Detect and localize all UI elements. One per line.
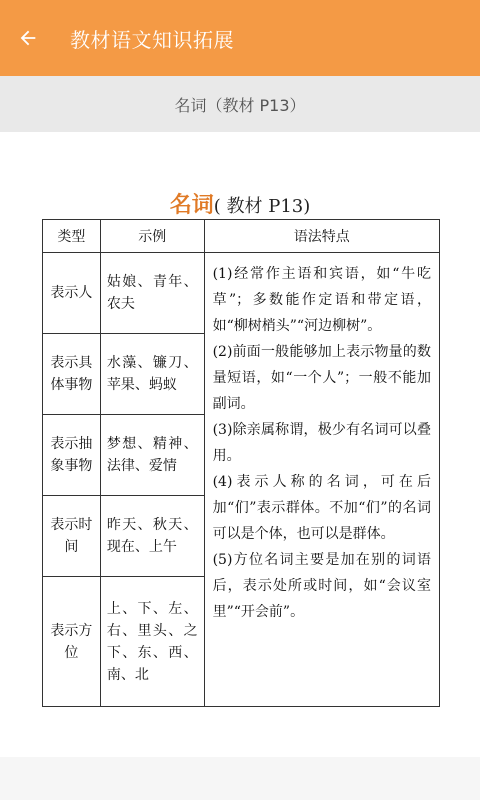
back-button[interactable] bbox=[0, 0, 56, 76]
type-cell: 表示方位 bbox=[43, 577, 101, 707]
type-cell: 表示抽象事物 bbox=[43, 415, 101, 496]
feature-item: (1)经常作主语和宾语，如“牛吃草”；多数能作定语和带定语，如“柳树梢头”“河边柳树”。 bbox=[212, 266, 431, 334]
section-subheader: 名词（教材 P13） bbox=[0, 76, 480, 132]
type-cell: 表示具体事物 bbox=[43, 334, 101, 415]
bottom-strip bbox=[0, 757, 480, 800]
feature-item: (3)除亲属称谓，极少有名词可以叠用。 bbox=[212, 422, 431, 464]
document-title bbox=[0, 188, 480, 219]
type-cell: 表示人 bbox=[43, 253, 101, 334]
grammar-table bbox=[42, 219, 440, 707]
app-bar bbox=[0, 0, 480, 76]
feature-item: (4)表示人称的名词，可在后加“们”表示群体。不加“们”的名词可以是个体，也可以是群体。 bbox=[212, 474, 431, 542]
example-cell: 上、下、左、右、里头、之下、东、西、南、北 bbox=[100, 577, 204, 707]
example-cell: 姑娘、青年、农夫 bbox=[100, 253, 204, 334]
header-type: 类型 bbox=[43, 220, 101, 253]
feature-item: (2)前面一般能够加上表示物量的数量短语，如“一个人”；一般不能加副词。 bbox=[212, 344, 431, 412]
table-row bbox=[43, 253, 440, 334]
page-title: 教材语文知识拓展 bbox=[70, 27, 234, 52]
document-title-sub: ( 教材 P13) bbox=[213, 196, 311, 217]
feature-item: (5)方位名词主要是加在别的词语后，表示处所或时间，如“会议室里”“开会前”。 bbox=[212, 552, 431, 620]
example-cell: 梦想、精神、法律、爱情 bbox=[100, 415, 204, 496]
type-cell: 表示时间 bbox=[43, 496, 101, 577]
document-title-main: 名词 bbox=[169, 192, 214, 218]
feature-cell bbox=[204, 253, 439, 707]
arrow-left-icon bbox=[17, 27, 39, 49]
header-example: 示例 bbox=[100, 220, 204, 253]
table-header-row bbox=[43, 220, 440, 253]
header-feature: 语法特点 bbox=[204, 220, 439, 253]
example-cell: 昨天、秋天、现在、上午 bbox=[100, 496, 204, 577]
example-cell: 水藻、镰刀、苹果、蚂蚁 bbox=[100, 334, 204, 415]
